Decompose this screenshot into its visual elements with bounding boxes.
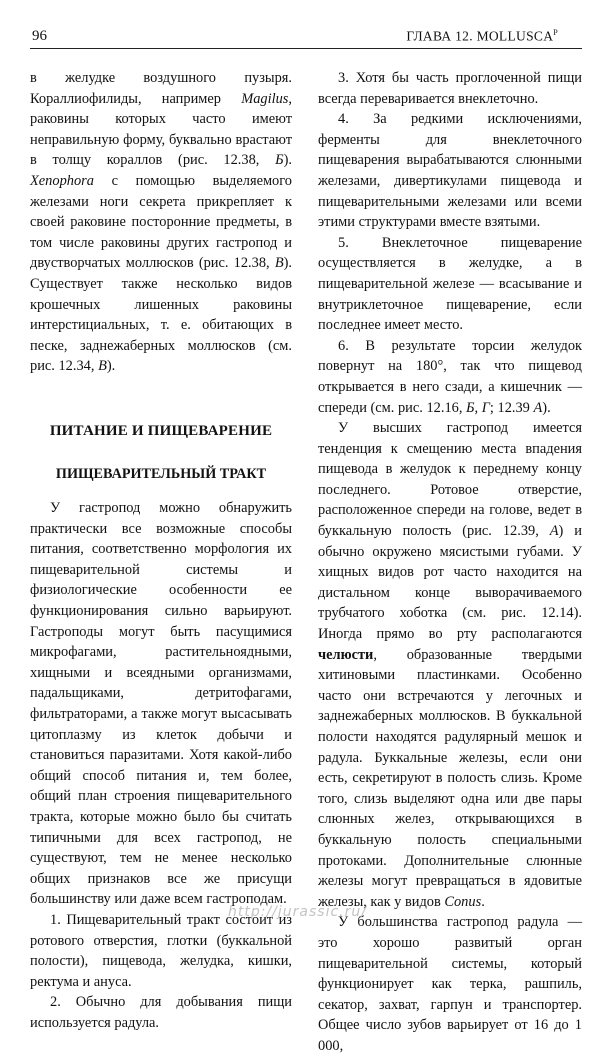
- paragraph-xenophora: [30, 68, 292, 377]
- text-run: , раковины которых часто имеют неправильную форму, буквально врастают в толщу кораллов (рис. 12.38,: [30, 90, 292, 169]
- figure-ref-letter: А: [533, 399, 543, 416]
- paragraph-list-3: 3. Хотя бы часть проглоченной пищи всегда переваривается внеклеточно.: [318, 70, 582, 107]
- paragraph-list-2: 2. Обычно для добывания пищи используется радула.: [30, 994, 292, 1031]
- watermark: http://jurassic.ru/: [228, 904, 367, 920]
- text-run: ; 12.39: [489, 399, 534, 416]
- text-run: ) и обычно окружено мясистыми губами. У хищных видов рот часто находится на дистальном конце выворачиваемого трубчатого хоботка (см. рис. 12.14). Иногда прямо во рту располагаются: [318, 523, 582, 643]
- text-run: ).: [283, 152, 292, 169]
- text-run: с помощью выделяемого железами ноги секрета прикрепляет к своей раковине посторонние предметы, в том числе раковины других гастропод и двустворчатых моллюсков (рис. 12.38,: [30, 172, 292, 272]
- figure-ref-letter: В: [98, 358, 107, 375]
- text-run: , образованные твердыми хитиновыми пластинками. Особенно часто они встречаются у легочных и заднежаберных моллюсков. В буккальной полости находятся радулярный мешок и радула. Буккальные железы, если они есть, секретируют в полость слизь. Кроме того, слизь выделяют одна или две пары слюнных желез, открывающихся в буккальную полость специальными протоками. Дополнительные слюнные железы могут превращаться в ядовитые железы, как у видов: [318, 646, 582, 910]
- text-run: в желудке воздушного пузыря. Кораллиофилиды, например: [30, 70, 292, 107]
- chapter-title-text: ГЛАВА 12. MOLLUSCA: [406, 28, 554, 44]
- running-header: [30, 8, 582, 49]
- paragraph-radula: У большинства гастропод радула — это хорошо развитый орган пищеварительной системы, который функционирует как терка, рашпиль, секатор, захват, гарпун и транспортер. Общее число зубов варьирует от 16 до 1 000,: [318, 914, 582, 1054]
- paragraph-list-5: 5. Внеклеточное пищеварение осуществляется в желудке, а в пищеварительной железе — всасывание и внутриклеточное пищеварение, если последнее имеет место.: [318, 234, 582, 334]
- paragraph-list-6: [318, 336, 582, 418]
- paragraph-list-1: 1. Пищеварительный тракт состоит из ротового отверстия, глотки (буккальной полости), пищевода, желудка, кишки, ректума и ануса.: [30, 911, 292, 990]
- taxon-name: Conus: [444, 893, 482, 910]
- text-run: ).: [106, 358, 116, 375]
- subsection-heading: ПИЩЕВАРИТЕЛЬНЫЙ ТРАКТ: [55, 465, 267, 482]
- text-run: ).: [542, 399, 551, 416]
- bold-term: челюсти: [318, 646, 374, 663]
- figure-ref-letter: А: [549, 523, 559, 540]
- section-heading: ПИТАНИЕ И ПИЩЕВАРЕНИЕ: [49, 422, 273, 439]
- text-run: .: [481, 893, 485, 910]
- chapter-superscript: P: [553, 28, 558, 37]
- paragraph-buccal: [318, 418, 582, 912]
- text-run: ). Существует также несколько видов крошечных лишенных раковины интерстициальных, т. е. обитающих в песке, заднежаберных моллюсков (см. рис. 12.34,: [30, 255, 292, 375]
- text-run: 6. В результате торсии желудок повернут на 180°, так что пищевод открывается в него сзади, а кишечник — спереди (см. рис. 12.16,: [318, 337, 582, 416]
- figure-ref-letter: В: [274, 255, 284, 272]
- chapter-title: [406, 28, 558, 45]
- page-number: 96: [32, 28, 47, 44]
- left-column: [30, 68, 292, 1034]
- taxon-name: Magilus: [241, 90, 289, 107]
- taxon-name: Xenophora: [30, 172, 94, 189]
- paragraph-list-4: 4. За редкими исключениями, ферменты для внеклеточного пищеварения вырабатываются слюнными железами, дивертикулами пищевода и пищеварительными железами или всеми этими структурами вместе взятыми.: [318, 111, 582, 231]
- figure-ref-letter: Б, Г: [466, 399, 490, 416]
- text-run: У высших гастропод имеется тенденция к смещению места впадения пищевода в желудок к переднему концу последнего. Ротовое отверстие, расположенное спереди на голове, ведет в буккальную полость (рис. 12.39,: [318, 420, 582, 540]
- paragraph-feeding: У гастропод можно обнаружить практически все возможные способы питания, соответственно морфология их пищеварительной системы и физиологические особенности ее функционирования сильно варьируют. Гастроподы могут быть пасущимися микрофагами, растительноядными, хищными и всеядными организмами, падальщиками, детритофагами, фильтраторами, а также могут высасывать цитоплазму из клеток добычи и становиться паразитами. Хотя какой-либо общий способ питания и, тем более, общий план строения пищеварительного тракта, которые можно было бы считать типичными для всех гастропод, не существуют, тем не менее несколько общих признаков все же присущи большинству или даже всем гастроподам.: [30, 500, 292, 908]
- figure-ref-letter: Б: [275, 152, 284, 169]
